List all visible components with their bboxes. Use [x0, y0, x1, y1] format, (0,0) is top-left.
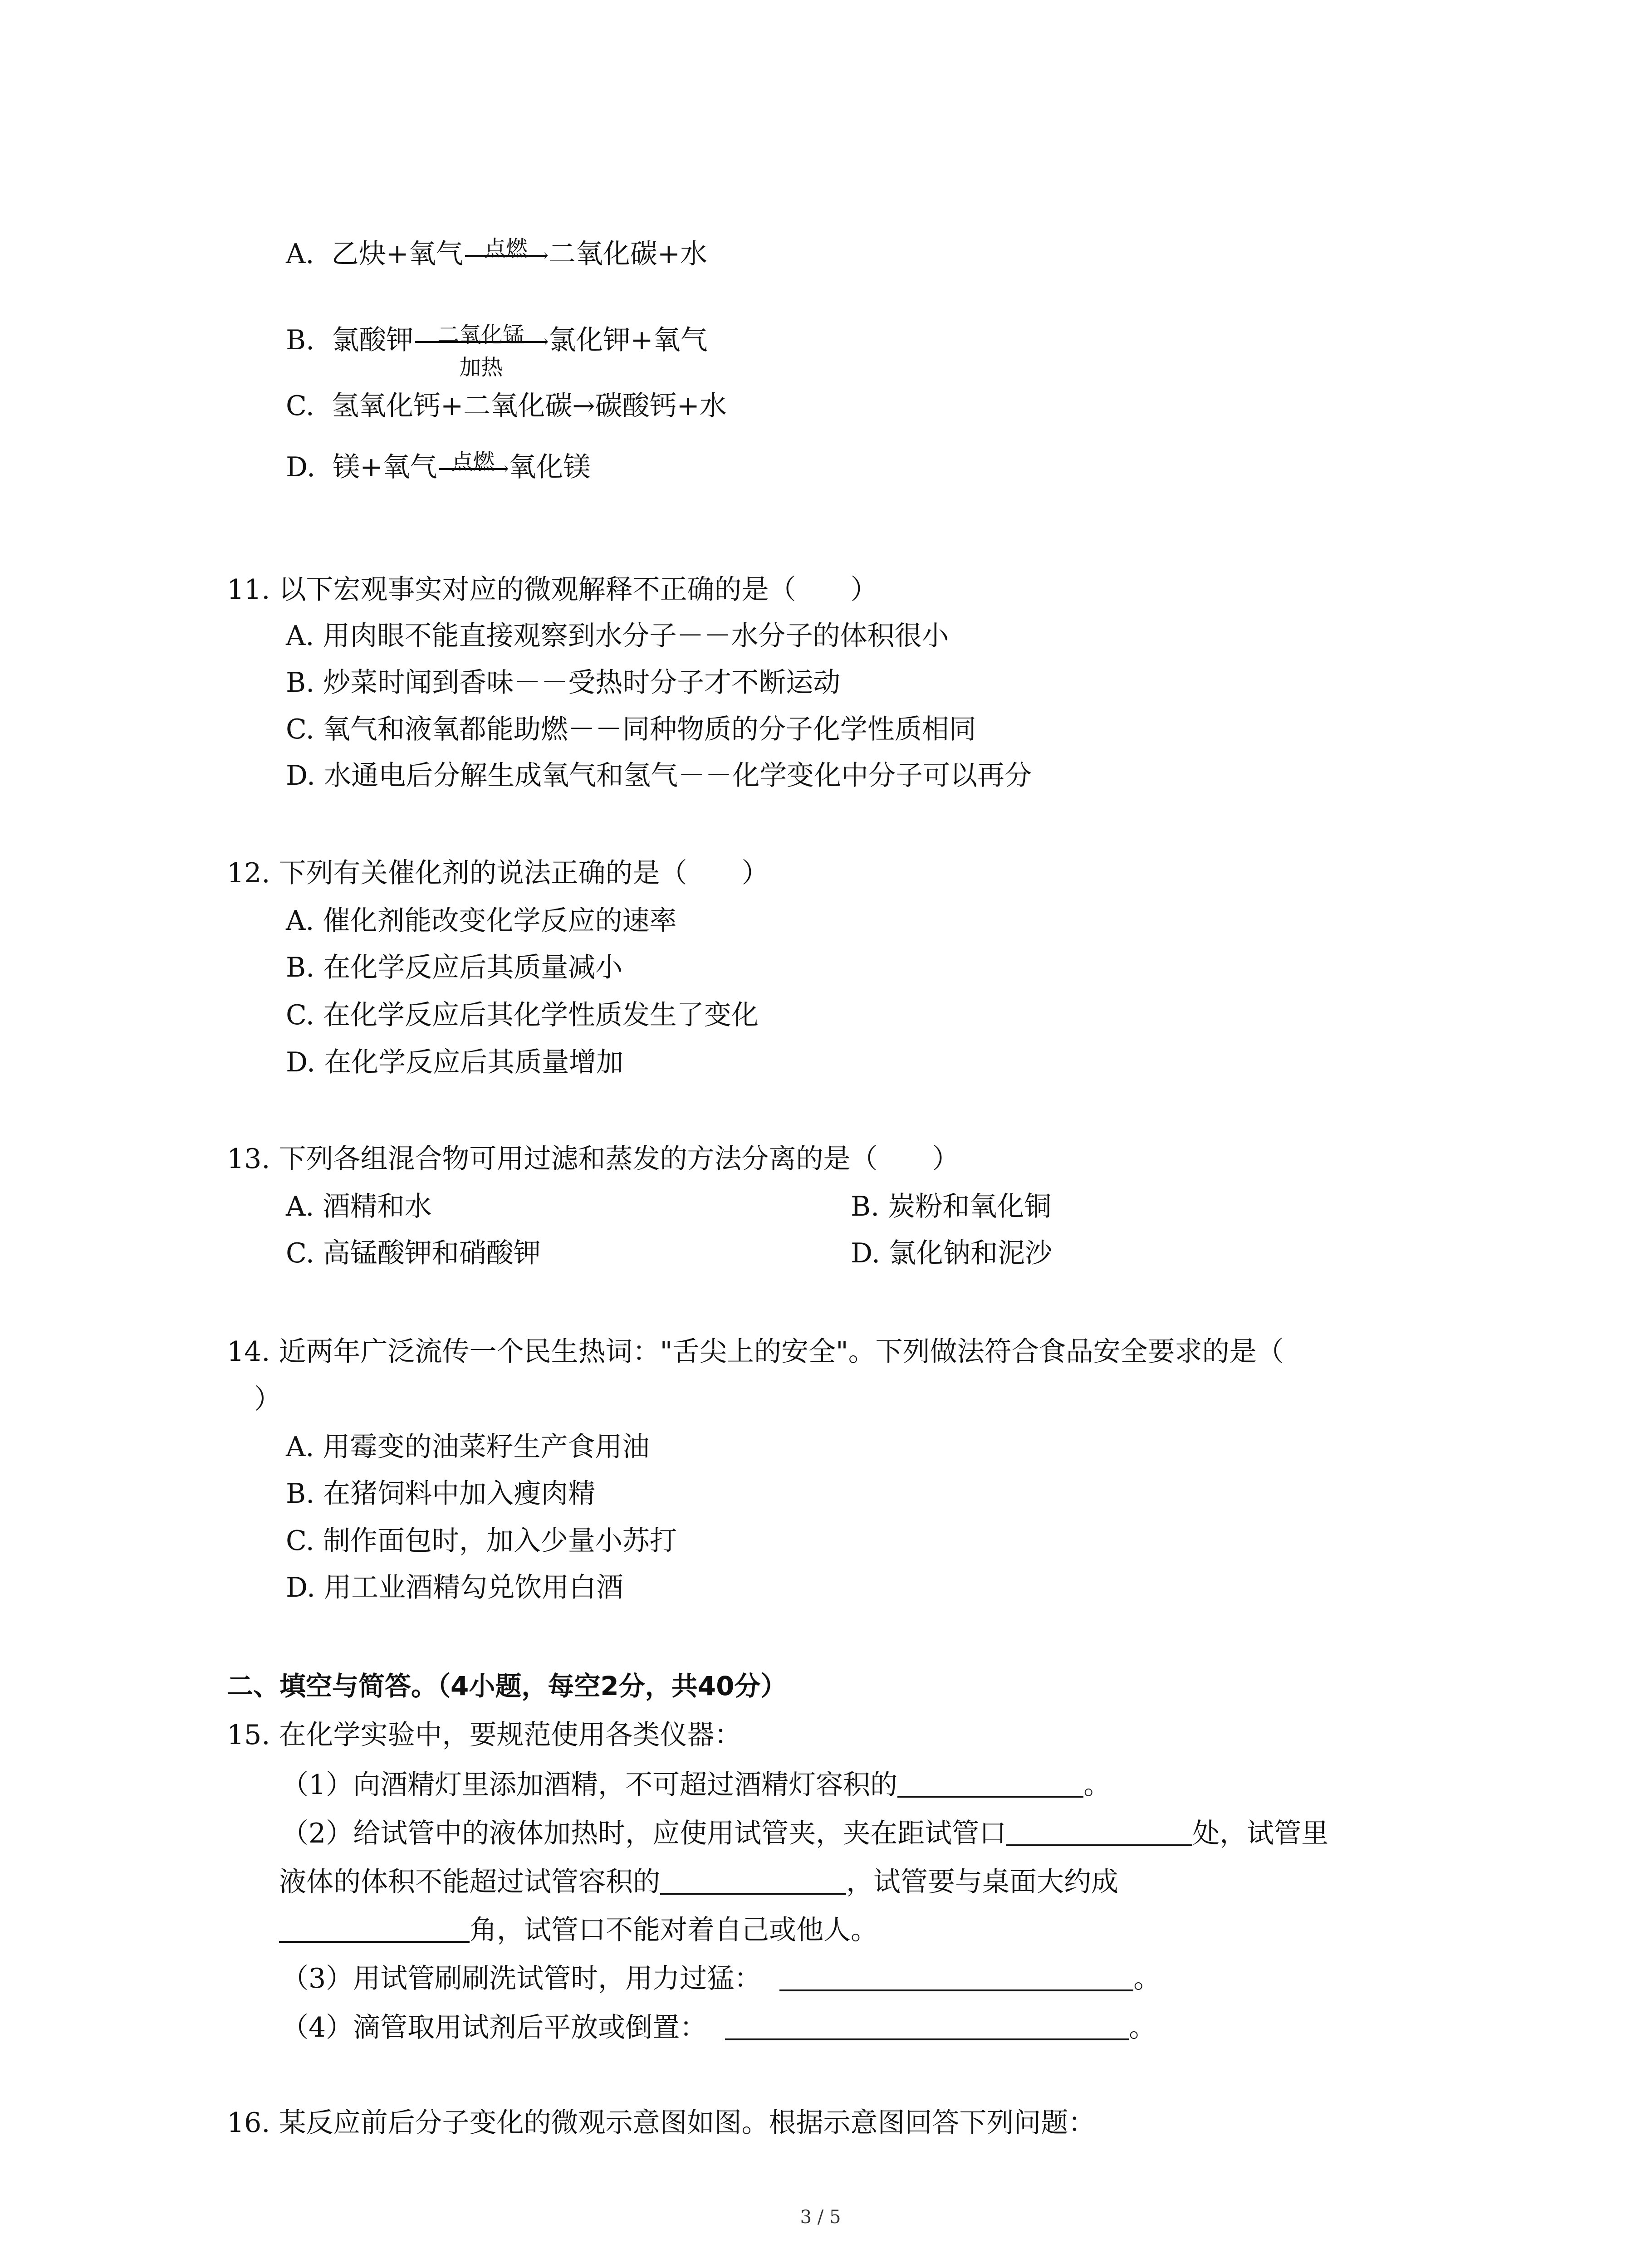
answer-blank[interactable] [660, 1867, 846, 1895]
equation-text: 氢氧化钙+二氧化碳→碳酸钙+水 [332, 390, 727, 422]
q14-option-b: B. 在猪饲料中加入瘦肉精 [286, 1478, 596, 1510]
q10-option-a: A. 乙炔+氧气 点燃 → 二氧化碳+水 [286, 236, 708, 270]
q13-option-b: B. 炭粉和氧化铜 [851, 1191, 1052, 1222]
q14-stem: 14. 近两年广泛流传一个民生热词："舌尖上的安全"。下列做法符合食品安全要求的是（ [227, 1336, 1284, 1368]
q11-option-c: C. 氧气和液氧都能助燃－－同种物质的分子化学性质相同 [286, 714, 976, 745]
q13-stem: 13. 下列各组混合物可用过滤和蒸发的方法分离的是（ ） [227, 1143, 960, 1175]
part-text: 液体的体积不能超过试管容积的 [279, 1866, 660, 1898]
q15-part2-line3 [279, 1916, 878, 1944]
q12-option-c: C. 在化学反应后其化学性质发生了变化 [286, 999, 759, 1031]
q11-option-b: B. 炒菜时闻到香味－－受热时分子才不断运动 [286, 667, 841, 699]
products: 氧化镁 [509, 451, 591, 483]
answer-blank[interactable] [897, 1770, 1083, 1798]
q15-part4 [281, 2013, 1156, 2041]
q14-option-d: D. 用工业酒精勾兑饮用白酒 [286, 1572, 624, 1603]
q10-option-d: D. 镁+氧气 点燃 → 氧化镁 [286, 449, 591, 483]
q11-option-a: A. 用肉眼不能直接观察到水分子－－水分子的体积很小 [286, 620, 949, 652]
q12-option-b: B. 在化学反应后其质量减小 [286, 952, 623, 983]
answer-blank[interactable] [1006, 1819, 1192, 1846]
part-text: （1）向酒精灯里添加酒精，不可超过酒精灯容积的 [281, 1769, 898, 1801]
reaction-catalyst: 二氧化锰 [437, 322, 525, 347]
option-label: B. [286, 324, 315, 356]
q13-option-a: A. 酒精和水 [286, 1191, 432, 1222]
q15-part2-line1 [281, 1819, 1328, 1847]
part-end: 。 [1133, 1963, 1161, 1994]
q15-part2-line2 [279, 1867, 1118, 1896]
products: 氯化钾+氧气 [549, 324, 708, 356]
part-end: 。 [1083, 1769, 1111, 1801]
page-number: 3 / 5 [800, 2207, 841, 2228]
part-text: （4）滴管取用试剂后平放或倒置： [281, 2012, 707, 2043]
reaction-condition: 点燃 [484, 236, 528, 261]
q11-option-d: D. 水通电后分解生成氧气和氢气－－化学变化中分子可以再分 [286, 760, 1032, 792]
q10-option-b: B. 氯酸钾 二氧化锰 → 加热 氯化钾+氧气 [286, 322, 708, 380]
part-end: 处，试管里 [1192, 1818, 1329, 1849]
answer-blank[interactable] [779, 1964, 1133, 1991]
reaction-condition: 加热 [459, 355, 503, 380]
answer-blank[interactable] [279, 1916, 470, 1943]
part-text: （3）用试管刷刷洗试管时，用力过猛： [281, 1963, 762, 1994]
q12-option-a: A. 催化剂能改变化学反应的速率 [286, 905, 677, 937]
q13-option-d: D. 氯化钠和泥沙 [851, 1237, 1053, 1269]
q14-option-c: C. 制作面包时，加入少量小苏打 [286, 1525, 677, 1557]
q10-option-c [286, 392, 727, 420]
products: 二氧化碳+水 [548, 238, 708, 270]
answer-blank[interactable] [725, 2013, 1129, 2040]
reactants: 镁+氧气 [333, 451, 437, 483]
q14-stem-cont: ） [254, 1383, 281, 1415]
part-text: （2）给试管中的液体加热时，应使用试管夹，夹在距试管口 [281, 1818, 1007, 1849]
section-heading: 二、填空与简答。（4小题，每空2分，共40分） [227, 1671, 787, 1701]
option-label: A. [286, 238, 314, 270]
q13-option-c: C. 高锰酸钾和硝酸钾 [286, 1237, 541, 1269]
q12-stem: 12. 下列有关催化剂的说法正确的是（ ） [227, 857, 769, 889]
q12-option-d: D. 在化学反应后其质量增加 [286, 1046, 624, 1078]
q11-stem: 11. 以下宏观事实对应的微观解释不正确的是（ ） [227, 574, 878, 606]
q16-stem: 16. 某反应前后分子变化的微观示意图如图。根据示意图回答下列问题： [227, 2107, 1096, 2139]
q15-part1 [281, 1770, 1111, 1799]
q14-option-a: A. 用霉变的油菜籽生产食用油 [286, 1431, 650, 1463]
part-end: ，试管要与桌面大约成 [846, 1866, 1118, 1898]
q15-stem: 15. 在化学实验中，要规范使用各类仪器： [227, 1719, 742, 1751]
part-end: 角，试管口不能对着自己或他人。 [470, 1914, 878, 1946]
reactants: 氯酸钾 [332, 324, 414, 356]
option-label: D. [286, 451, 316, 483]
reactants: 乙炔+氧气 [331, 238, 463, 270]
option-label: C. [286, 390, 314, 422]
reaction-condition: 点燃 [451, 449, 495, 474]
part-end: 。 [1129, 2012, 1156, 2043]
q15-part3 [281, 1964, 1161, 1992]
